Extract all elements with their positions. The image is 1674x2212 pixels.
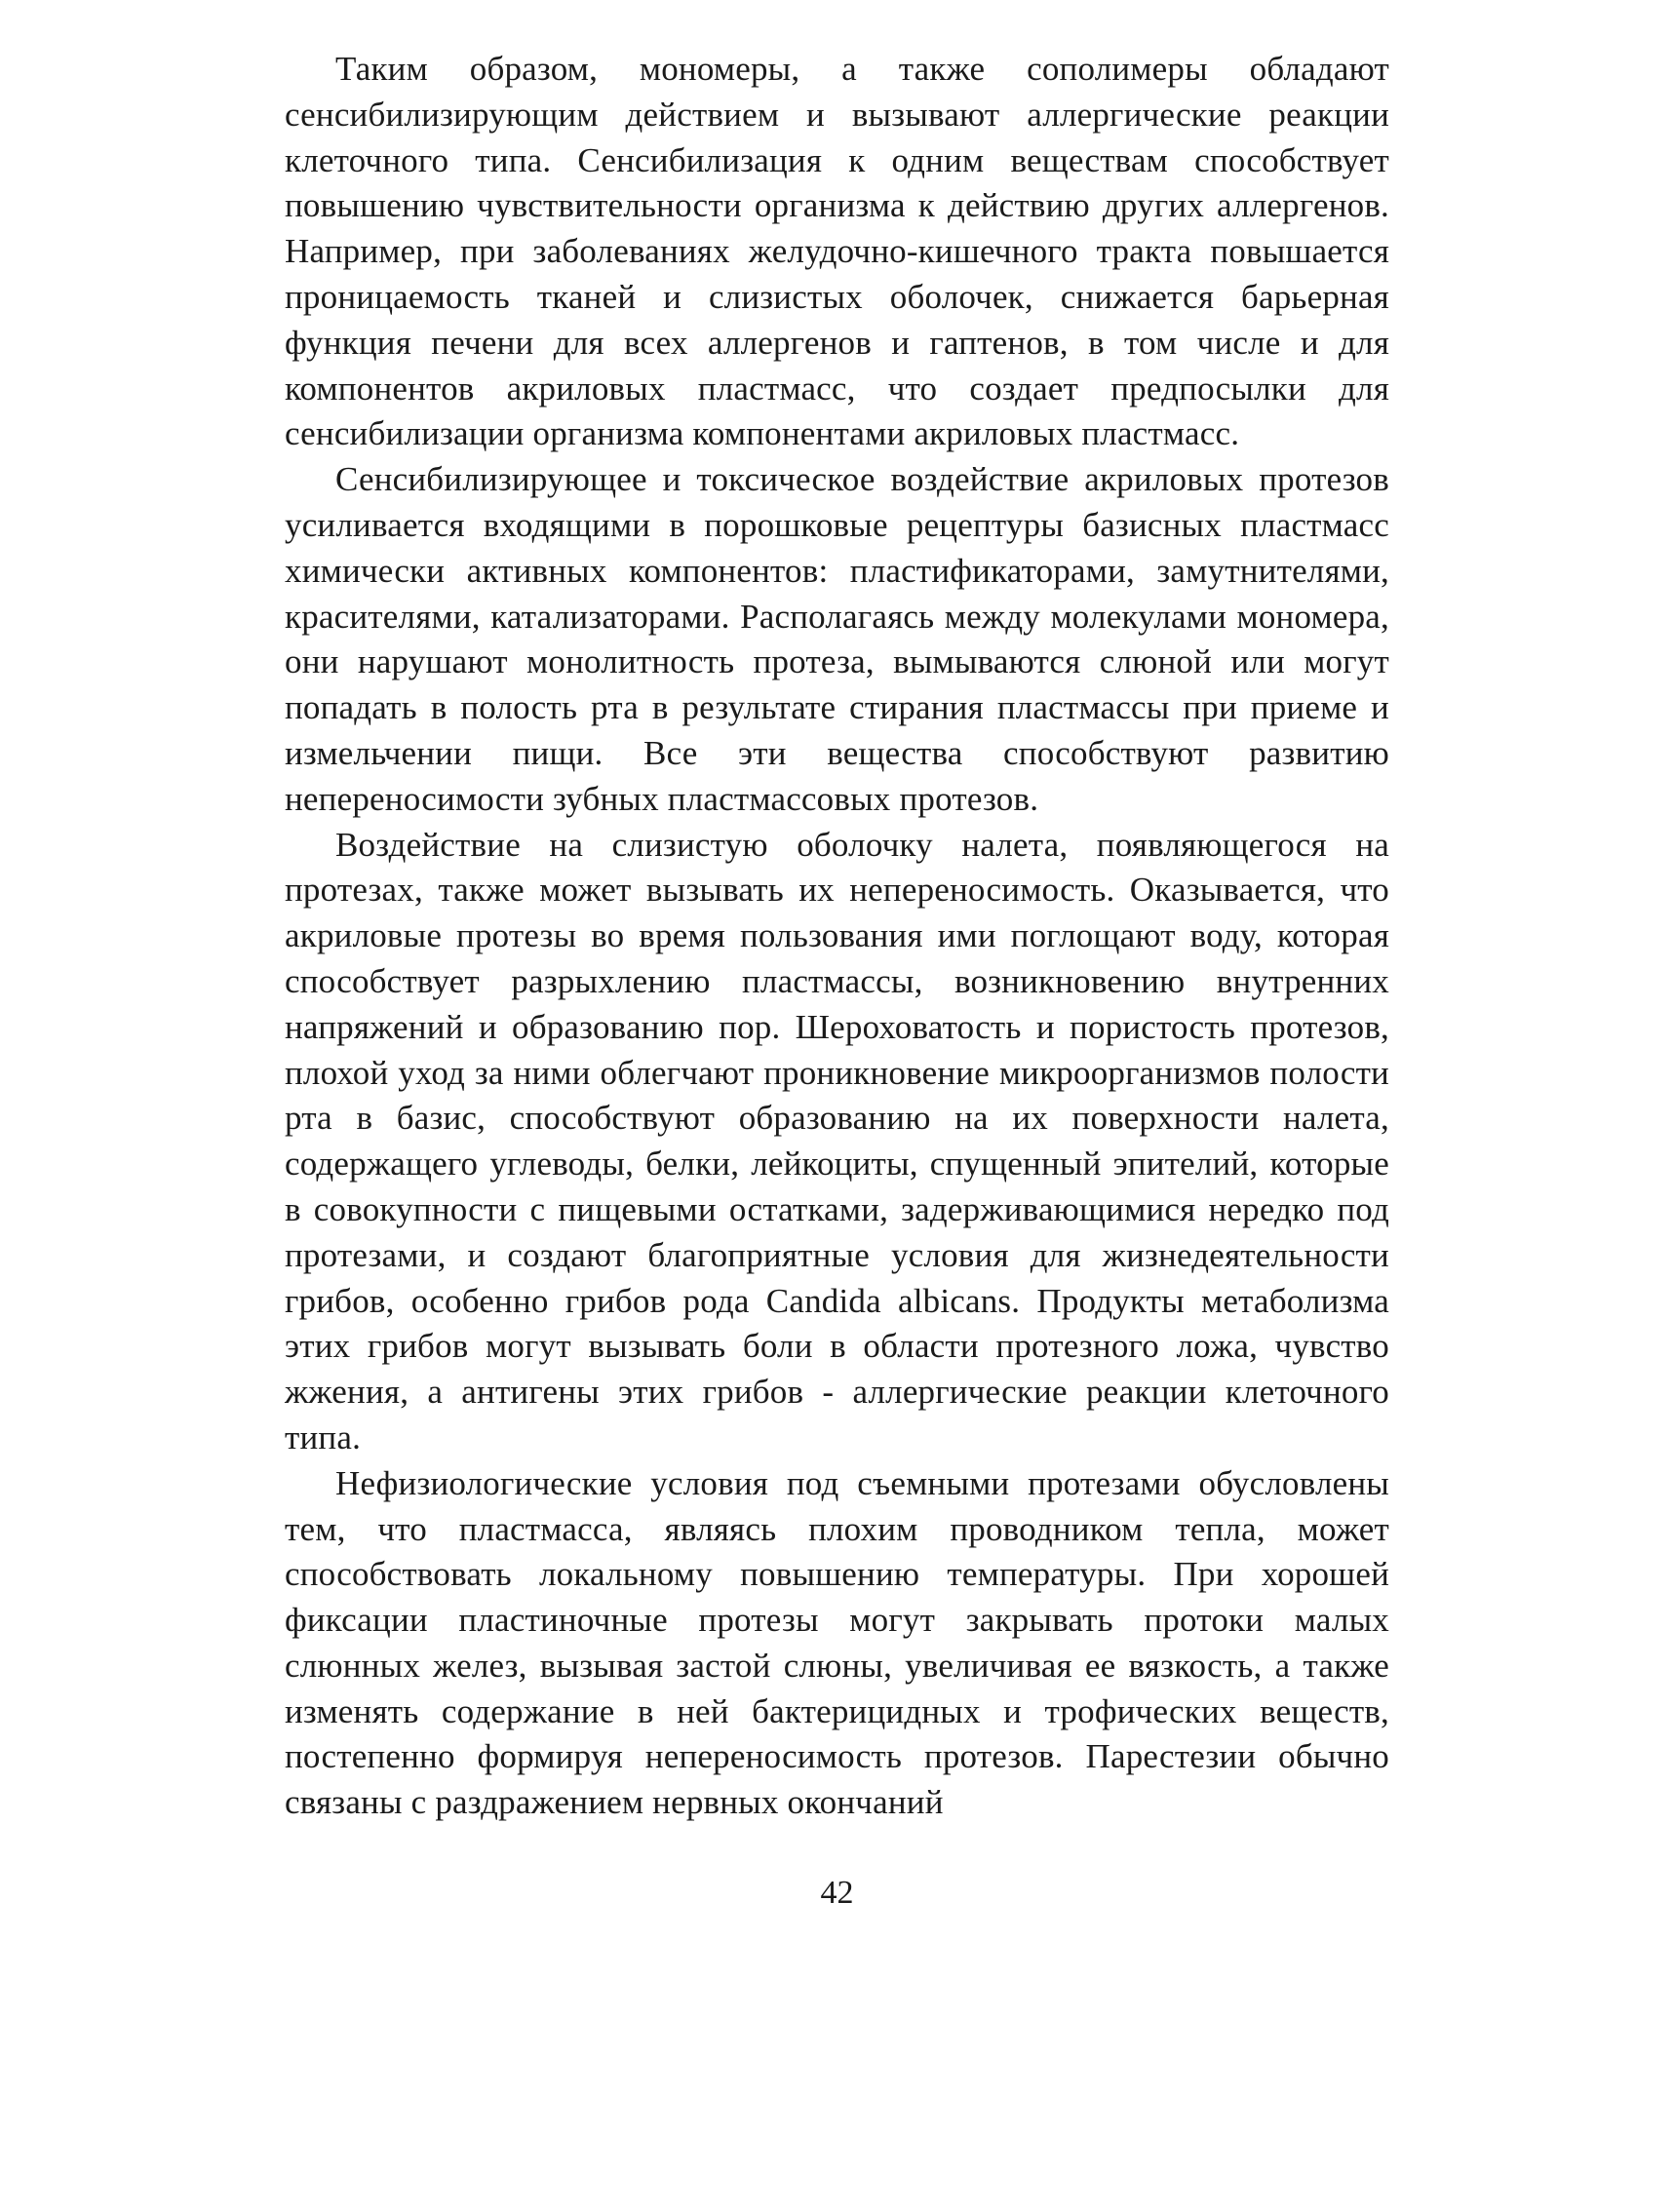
paragraph-2: Сенсибилизирующее и токсическое воздействие акриловых протезов усиливается входящими в порошковые рецептуры базисных пластмасс химически активных компонентов: пластификаторами, замутнителями, красителями, катализаторами. Располагаясь между молекулами мономера, они нарушают монолитность протеза, вымываются слюной или могут попадать в полость рта в результате стирания пластмассы при приеме и измельчении пищи. Все эти вещества способствуют развитию непереносимости зубных пластмассовых протезов. [285,460,1389,818]
page-number: 42 [820,1875,854,1911]
paragraph-1: Таким образом, мономеры, а также сополимеры обладают сенсибилизирующим действием и вызывают аллергические реакции клеточного типа. Сенсибилизация к одним веществам способствует повышению чувствительности организма к действию других аллергенов. Например, при заболеваниях желудочно-кишечного тракта повышается проницаемость тканей и слизистых оболочек, снижается барьерная функция печени для всех аллергенов и гаптенов, в том числе и для компонентов акриловых пластмасс, что создает предпосылки для сенсибилизации организма компонентами акриловых пластмасс. [285,50,1389,453]
page-body [285,47,1389,1826]
paragraph-3: Воздействие на слизистую оболочку налета, появляющегося на протезах, также может вызывать их непереносимость. Оказывается, что акриловые протезы во время пользования ими поглощают воду, которая способствует разрыхлению пластмассы, возникновению внутренних напряжений и образованию пор. Шероховатость и пористость протезов, плохой уход за ними облегчают проникновение микроорганизмов полости рта в базис, способствуют образованию на их поверхности налета, содержащего углеводы, белки, лейкоциты, спущенный эпителий, которые в совокупности с пищевыми остатками, задерживающимися нередко под протезами, и создают благоприятные условия для жизнедеятельности грибов, особенно грибов рода Candida albicans. Продукты метаболизма этих грибов могут вызывать боли в области протезного ложа, чувство жжения, а антигены этих грибов - аллергические реакции клеточного типа. [285,825,1389,1456]
paragraph-4: Нефизиологические условия под съемными протезами обусловлены тем, что пластмасса, являясь плохим проводником тепла, может способствовать локальному повышению температуры. При хорошей фиксации пластиночные протезы могут закрывать протоки малых слюнных желез, вызывая застой слюны, увеличивая ее вязкость, а также изменять содержание в ней бактерицидных и трофических веществ, постепенно формируя непереносимость протезов. Парестезии обычно связаны с раздражением нервных окончаний [285,1463,1389,1822]
